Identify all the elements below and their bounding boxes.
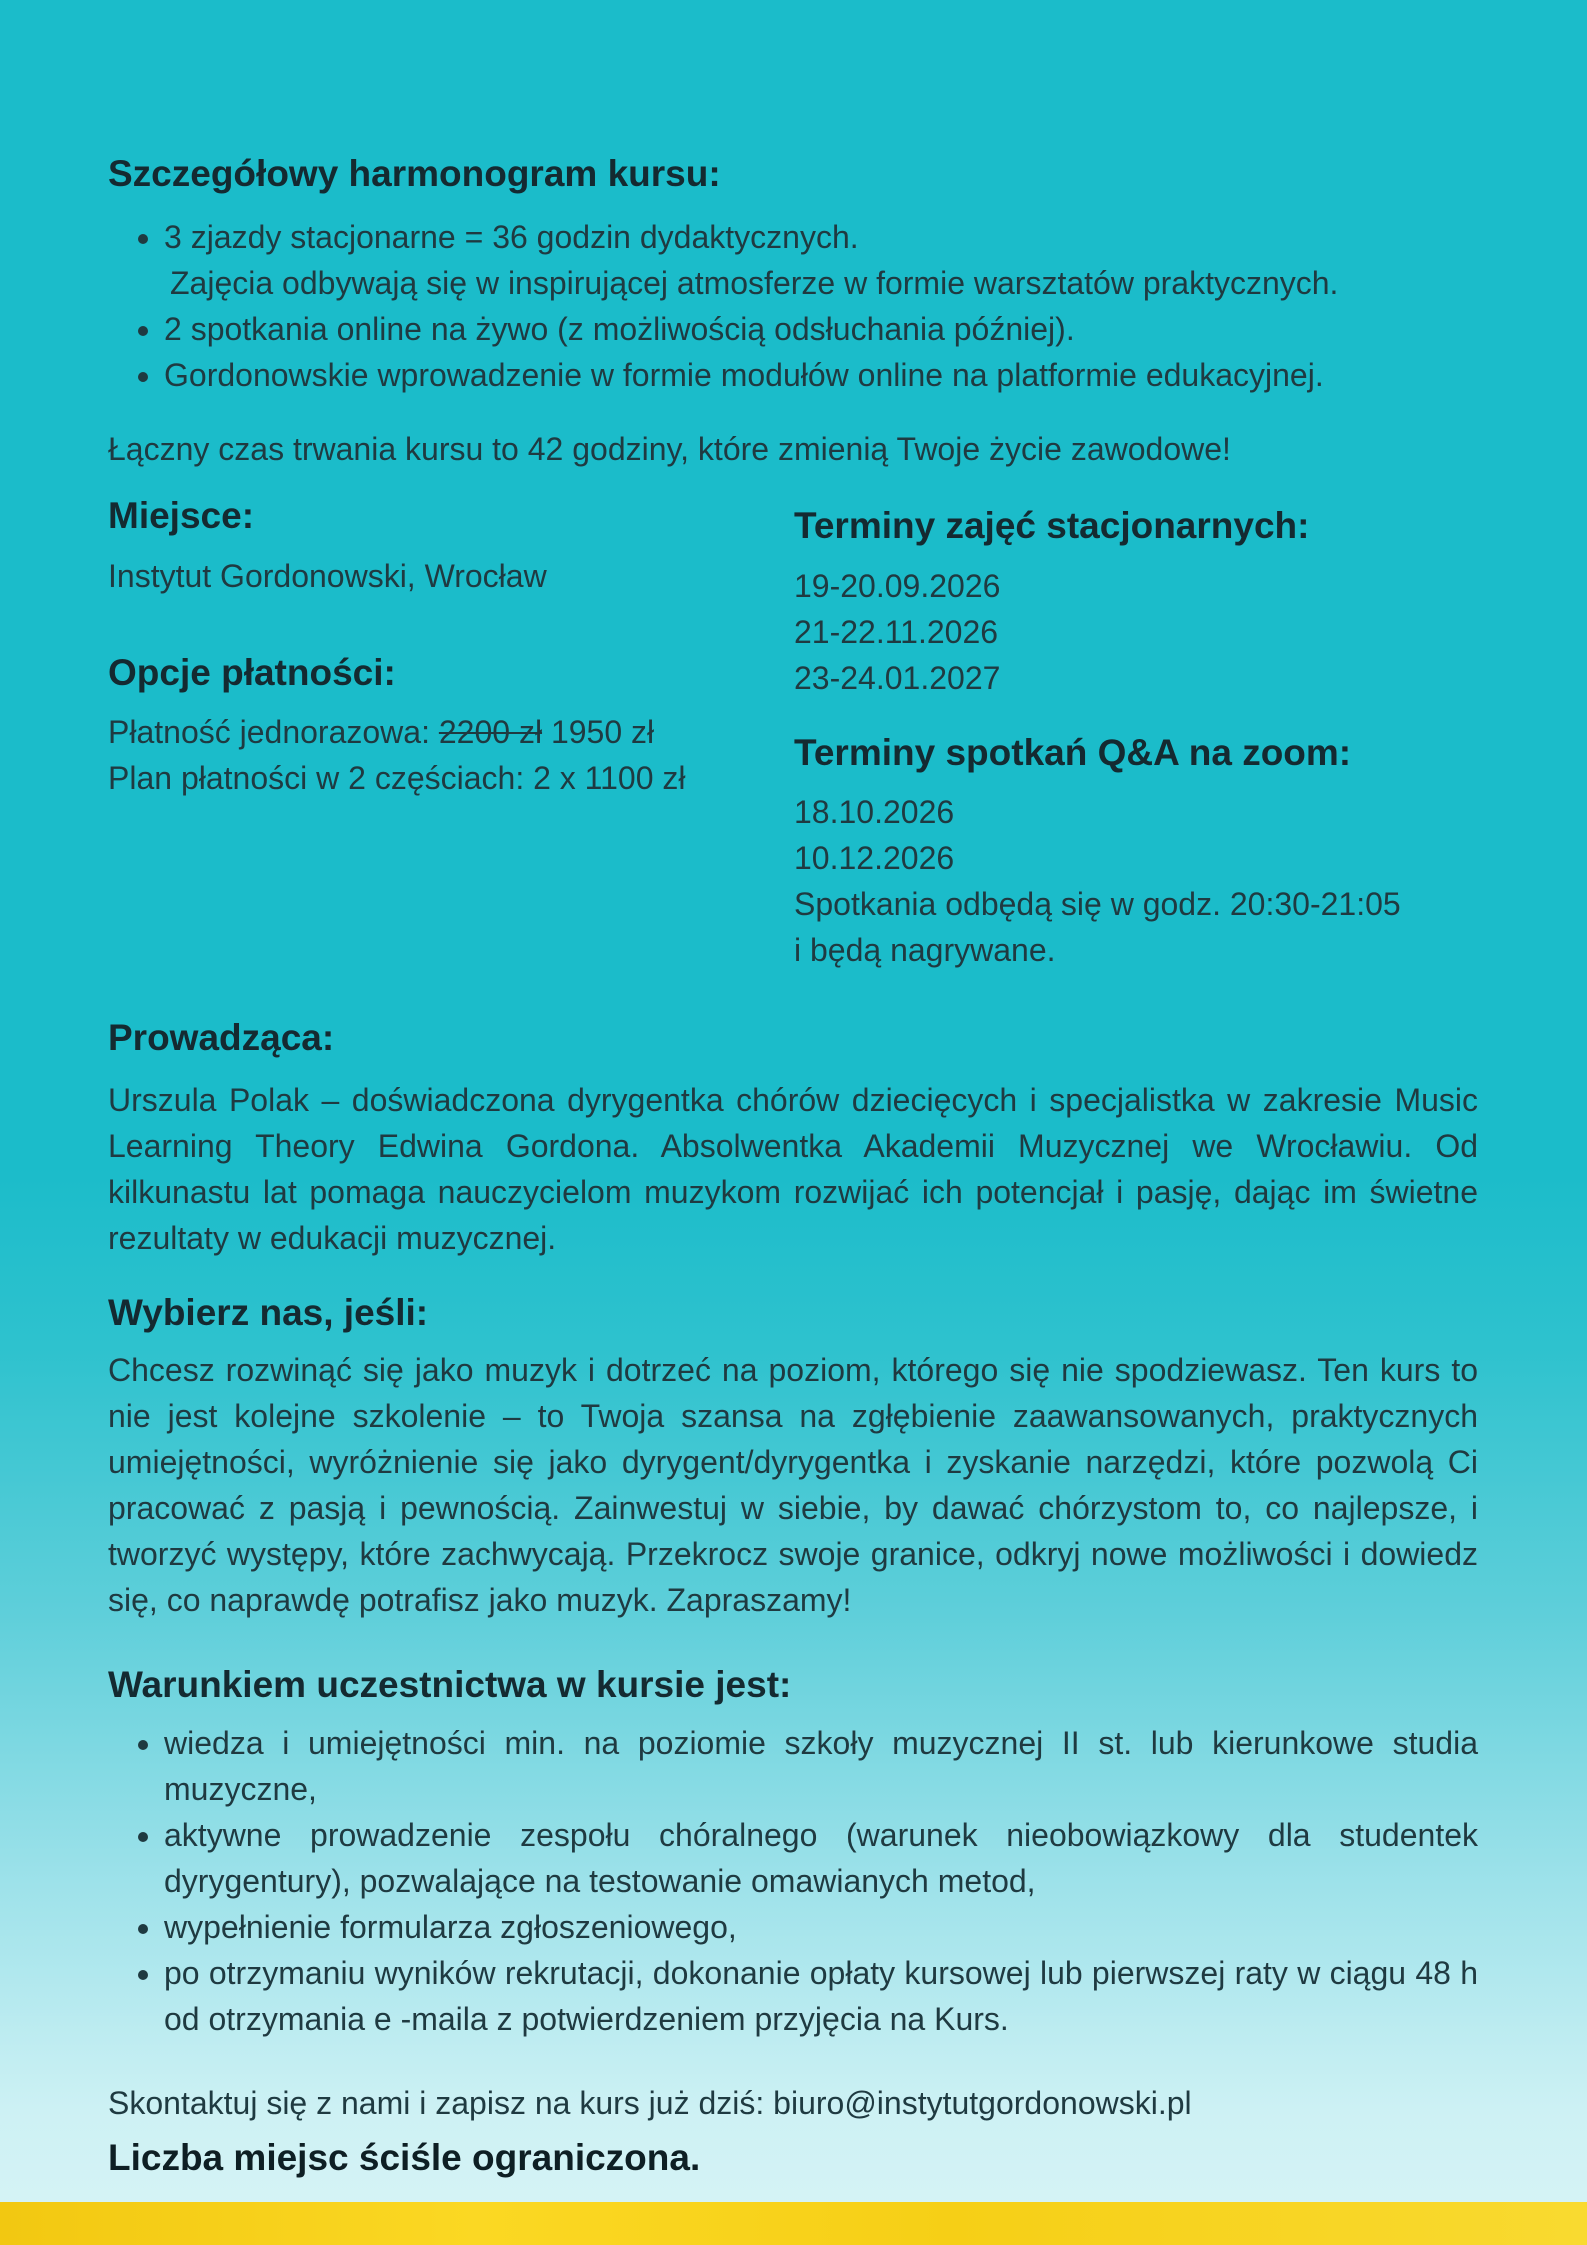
condition-item: • po otrzymaniu wyników rekrutacji, dokonanie opłaty kursowej lub pierwszej raty w ciągu 48 h od otrzymania e -maila z potwierdzeniem przyjęcia na Kurs. — [164, 1950, 1478, 2042]
schedule-item: • 3 zjazdy stacjonarne = 36 godzin dydaktycznych. — [164, 214, 1478, 260]
schedule-list — [108, 214, 1478, 398]
onsite-date: 23-24.01.2027 — [794, 659, 1001, 696]
contact-text: Skontaktuj się z nami i zapisz na kurs już dziś: — [108, 2084, 765, 2121]
condition-item: • aktywne prowadzenie zespołu chóralnego (warunek nieobowiązkowy dla studentek dyrygentury), pozwalające na testowanie omawianych metod, — [164, 1812, 1478, 1904]
leader-title: Prowadząca: — [108, 1017, 335, 1059]
zoom-date: 18.10.2026 — [794, 794, 955, 831]
onsite-date: 19-20.09.2026 — [794, 567, 1001, 604]
condition-item: • wiedza i umiejętności min. na poziomie szkoły muzycznej II st. lub kierunkowe studia muzyczne, — [164, 1720, 1478, 1812]
onsite-date: 21-22.11.2026 — [794, 613, 999, 650]
schedule-summary: Łączny czas trwania kursu to 42 godziny, które zmienią Twoje życie zawodowe! — [108, 431, 1231, 468]
conditions-title: Warunkiem uczestnictwa w kursie jest: — [108, 1664, 792, 1706]
schedule-item-continuation: Zajęcia odbywają się w inspirującej atmosferze w formie warsztatów praktycznych. — [170, 265, 1339, 302]
schedule-item: • Gordonowskie wprowadzenie w formie modułów online na platformie edukacyjnej. — [164, 352, 1478, 398]
location-title: Miejsce: — [108, 495, 255, 537]
payment-title: Opcje płatności: — [108, 651, 396, 693]
left-column — [108, 494, 768, 801]
flyer-page — [108, 152, 1478, 2182]
schedule-title: Szczegółowy harmonogram kursu: — [108, 153, 721, 194]
contact-email[interactable]: biuro@instytutgordonowski.pl — [773, 2084, 1192, 2121]
bottom-yellow-stripe — [0, 2202, 1587, 2245]
right-column — [794, 504, 1484, 973]
payment-one-time — [108, 709, 768, 755]
zoom-title: Terminy spotkań Q&A na zoom: — [794, 731, 1352, 773]
onsite-dates-title: Terminy zajęć stacjonarnych: — [794, 505, 1310, 547]
contact-line — [108, 2080, 1478, 2126]
zoom-recorded-note: i będą nagrywane. — [794, 932, 1056, 969]
leader-bio: Urszula Polak – doświadczona dyrygentka chórów dziecięcych i specjalistka w zakresie Music Learning Theory Edwina Gordona. Absolwentka Akademii Muzycznej we Wrocławiu. Od kilkunastu lat pomaga nauczycielom muzykom rozwijać ich potencjał i pasję, dając im świetne rezultaty w edukacji muzycznej. — [108, 1081, 1478, 1256]
new-price: 1950 zł — [550, 714, 655, 751]
schedule-item: • 2 spotkania online na żywo (z możliwością odsłuchania później). — [164, 306, 1478, 352]
condition-item: • wypełnienie formularza zgłoszeniowego, — [164, 1904, 1478, 1950]
payment-one-time-label: Płatność jednorazowa: — [108, 714, 430, 751]
location-value: Instytut Gordonowski, Wrocław — [108, 557, 547, 594]
choose-us-text: Chcesz rozwinąć się jako muzyk i dotrzeć na poziom, którego się nie spodziewasz. Ten kurs to nie jest kolejne szkolenie – to Twoja szansa na zgłębienie zaawansowanych, praktycznych umiejętności, wyróżnienie się jako dyrygent/dyrygentka i zyskanie narzędzi, które pozwolą Ci pracować z pasją i pewnością. Zainwestuj w siebie, by dawać chórzystom to, co najlepsze, i tworzyć występy, które zachwycają. Przekrocz swoje granice, odkryj nowe możliwości i dowiedz się, co naprawdę potrafisz jako muzyk. Zapraszamy! — [108, 1352, 1478, 1619]
old-price: 2200 zł — [438, 714, 543, 751]
conditions-list — [108, 1720, 1478, 2042]
info-columns — [108, 494, 1478, 1024]
zoom-time-note: Spotkania odbędą się w godz. 20:30-21:05 — [794, 886, 1401, 923]
payment-installments: Plan płatności w 2 częściach: 2 x 1100 zł — [108, 760, 686, 797]
choose-us-title: Wybierz nas, jeśli: — [108, 1291, 429, 1333]
limited-seats: Liczba miejsc ściśle ograniczona. — [108, 2136, 701, 2178]
zoom-date: 10.12.2026 — [794, 840, 955, 877]
